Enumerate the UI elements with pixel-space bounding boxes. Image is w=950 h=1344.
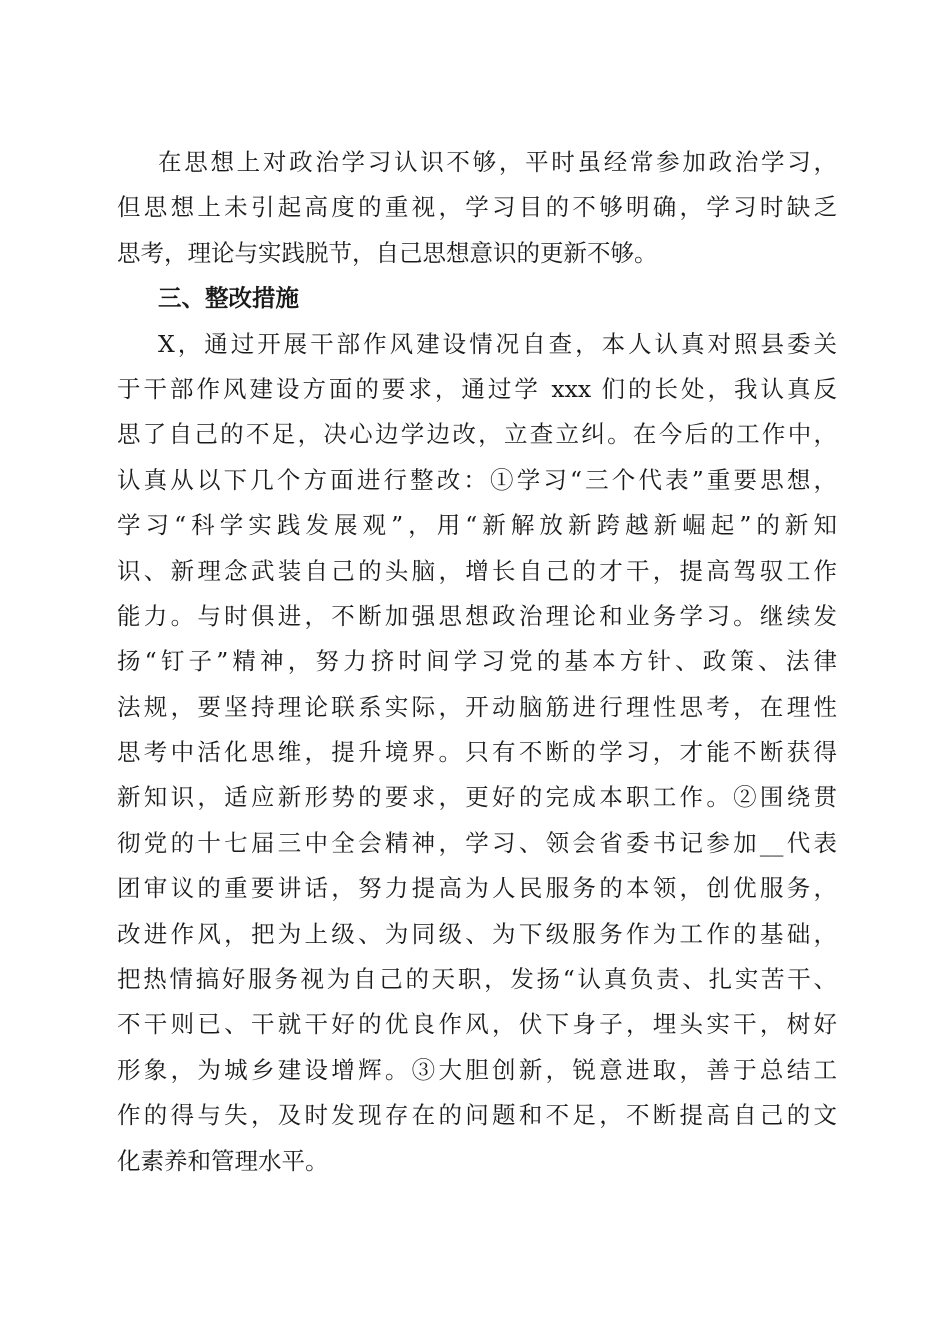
text-line: 形象，为城乡建设增辉。③大胆创新，锐意进取，善于总结工 [117, 1055, 837, 1084]
text-line: 改进作风，把为上级、为同级、为下级服务作为工作的基础， [117, 919, 837, 948]
text-line: 但思想上未引起高度的重视，学习目的不够明确，学习时缺乏 [117, 193, 837, 222]
text-line: 认真从以下几个方面进行整改：①学习“三个代表”重要思想， [117, 465, 837, 494]
text-line: 识、新理念武装自己的头脑，增长自己的才干，提高驾驭工作 [117, 556, 837, 585]
document-body [117, 140, 837, 1184]
text-line: 作的得与失，及时发现存在的问题和不足，不断提高自己的文 [117, 1101, 837, 1130]
text-line: 思了自己的不足，决心边学边改，立查立纠。在今后的工作中， [117, 420, 837, 449]
text-line: 思考中活化思维，提升境界。只有不断的学习，才能不断获得 [117, 738, 837, 767]
text-line: 把热情搞好服务视为自己的天职，发扬“认真负责、扎实苦干、 [117, 965, 837, 994]
text-line: 团审议的重要讲话，努力提高为人民服务的本领，创优服务， [117, 874, 837, 903]
text-line: 彻党的十七届三中全会精神，学习、领会省委书记参加__代表 [117, 828, 837, 857]
text-line: 思考，理论与实践脱节，自己思想意识的更新不够。 [117, 238, 658, 267]
section-heading: 三、整改措施 [158, 284, 299, 313]
text-line: 扬“钉子”精神，努力挤时间学习党的基本方针、政策、法律 [117, 647, 837, 676]
text-line: 不干则已、干就干好的优良作风，伏下身子，埋头实干，树好 [117, 1010, 837, 1039]
text-line: 能力。与时俱进，不断加强思想政治理论和业务学习。继续发 [117, 601, 837, 630]
paragraph-rectification-measures [117, 322, 837, 1184]
paragraph-self-reflection [117, 140, 837, 276]
text-line: 在思想上对政治学习认识不够，平时虽经常参加政治学习， [158, 148, 837, 176]
text-line: 新知识，适应新形势的要求，更好的完成本职工作。②围绕贯 [117, 783, 837, 812]
text-line: 化素养和管理水平。 [117, 1146, 329, 1175]
text-line: X，通过开展干部作风建设情况自查，本人认真对照县委关 [158, 329, 837, 358]
text-line: 法规，要坚持理论联系实际，开动脑筋进行理性思考，在理性 [117, 692, 837, 721]
text-line: 学习“科学实践发展观”，用“新解放新跨越新崛起”的新知 [117, 511, 837, 540]
text-line: 于干部作风建设方面的要求，通过学 xxx 们的长处，我认真反 [117, 374, 837, 403]
